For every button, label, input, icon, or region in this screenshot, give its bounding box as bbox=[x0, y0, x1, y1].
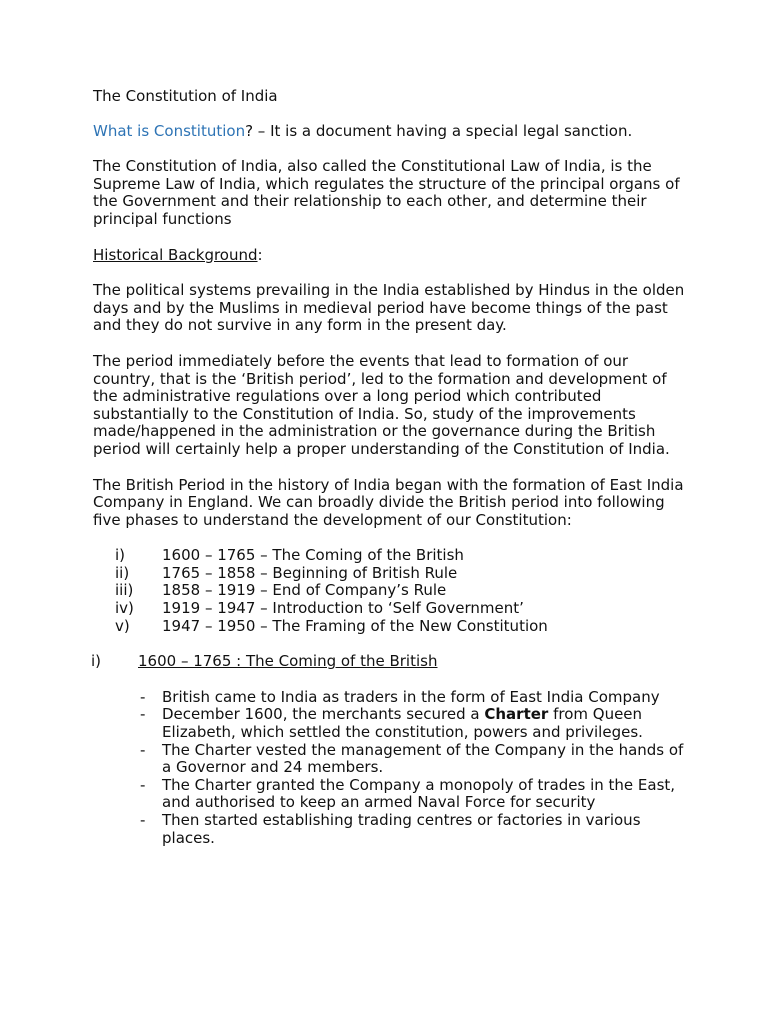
document-page bbox=[93, 88, 693, 847]
charter-bold-term: Charter bbox=[484, 705, 549, 724]
bullet-dash: - bbox=[140, 811, 146, 829]
phase-item bbox=[93, 582, 693, 600]
historical-background-heading bbox=[93, 247, 693, 265]
bullet-text-end: from Queen Elizabeth, which settled the constitution, powers and privileges. bbox=[162, 705, 643, 742]
what-is-constitution-link[interactable]: What is Constitution bbox=[93, 121, 246, 140]
bullet-dash: - bbox=[140, 740, 146, 759]
bullet-item bbox=[93, 777, 693, 812]
phase-number: iv) bbox=[115, 599, 134, 618]
phase-text: 1858 – 1919 – End of Company’s Rule bbox=[162, 581, 447, 600]
bullet-text-start: December 1600, the merchants secured a bbox=[162, 705, 485, 724]
phase-item bbox=[93, 618, 693, 636]
intro-paragraph: The Constitution of India, also called the Constitutional Law of India, is the Supreme Law of India, which regulates the structure of the principal organs of the Government and their relationship to each other, and determine their principal functions bbox=[93, 157, 680, 228]
paragraph-five-phases: The British Period in the history of India began with the formation of East India Company in England. We can broadly divide the British period into following five phases to understand the development of our Constitution: bbox=[93, 475, 684, 529]
bullet-item bbox=[93, 689, 693, 707]
phase-number: v) bbox=[115, 616, 130, 635]
document-title: The Constitution of India bbox=[93, 87, 278, 105]
phase-list bbox=[93, 547, 693, 635]
phase-text: 1947 – 1950 – The Framing of the New Constitution bbox=[162, 616, 548, 635]
bullet-dash: - bbox=[140, 687, 146, 706]
phase-number: i) bbox=[115, 546, 126, 565]
paragraph-british-period: The period immediately before the events that lead to formation of our country, that is the ‘British period’, led to the formation and development of the administrative regulations over a long period which contributed substantially to the Constitution of India. So, study of the improvements made/happened in the administration or the governance during the British period will certainly help a proper understanding of the Constitution of India. bbox=[93, 351, 670, 458]
phase-text: 1765 – 1858 – Beginning of British Rule bbox=[162, 563, 458, 582]
bullet-list bbox=[93, 689, 693, 847]
bullet-text: British came to India as traders in the form of East India Company bbox=[162, 687, 660, 706]
bullet-item bbox=[93, 706, 693, 741]
bullet-text: The Charter granted the Company a monopoly of trades in the East, and authorised to keep an armed Naval Force for security bbox=[162, 775, 676, 812]
phase-item bbox=[93, 565, 693, 583]
bullet-text: The Charter vested the management of the Company in the hands of a Governor and 24 members. bbox=[162, 740, 684, 777]
section-number: i) bbox=[91, 652, 102, 671]
bullet-item bbox=[93, 812, 693, 847]
bullet-dash: - bbox=[140, 705, 146, 724]
historical-background-label: Historical Background bbox=[93, 245, 258, 264]
what-is-constitution-definition: ? – It is a document having a special legal sanction. bbox=[245, 121, 633, 140]
section-title: 1600 – 1765 : The Coming of the British bbox=[138, 652, 438, 671]
paragraph-political-systems: The political systems prevailing in the India established by Hindus in the olden days and by the Muslims in medieval period have become things of the past and they do not survive in any form in the present day. bbox=[93, 281, 685, 335]
bullet-dash: - bbox=[140, 775, 146, 794]
historical-background-colon: : bbox=[257, 245, 263, 264]
phase-number: ii) bbox=[115, 563, 130, 582]
bullet-text: Then started establishing trading centres or factories in various places. bbox=[162, 811, 641, 847]
what-is-constitution-line bbox=[93, 123, 693, 141]
bullet-item bbox=[93, 742, 693, 777]
phase-text: 1919 – 1947 – Introduction to ‘Self Government’ bbox=[162, 599, 524, 618]
phase-number: iii) bbox=[115, 581, 134, 600]
phase-item bbox=[93, 547, 693, 565]
phase-text: 1600 – 1765 – The Coming of the British bbox=[162, 546, 464, 565]
section-heading-coming-of-british bbox=[93, 653, 693, 671]
phase-item bbox=[93, 600, 693, 618]
